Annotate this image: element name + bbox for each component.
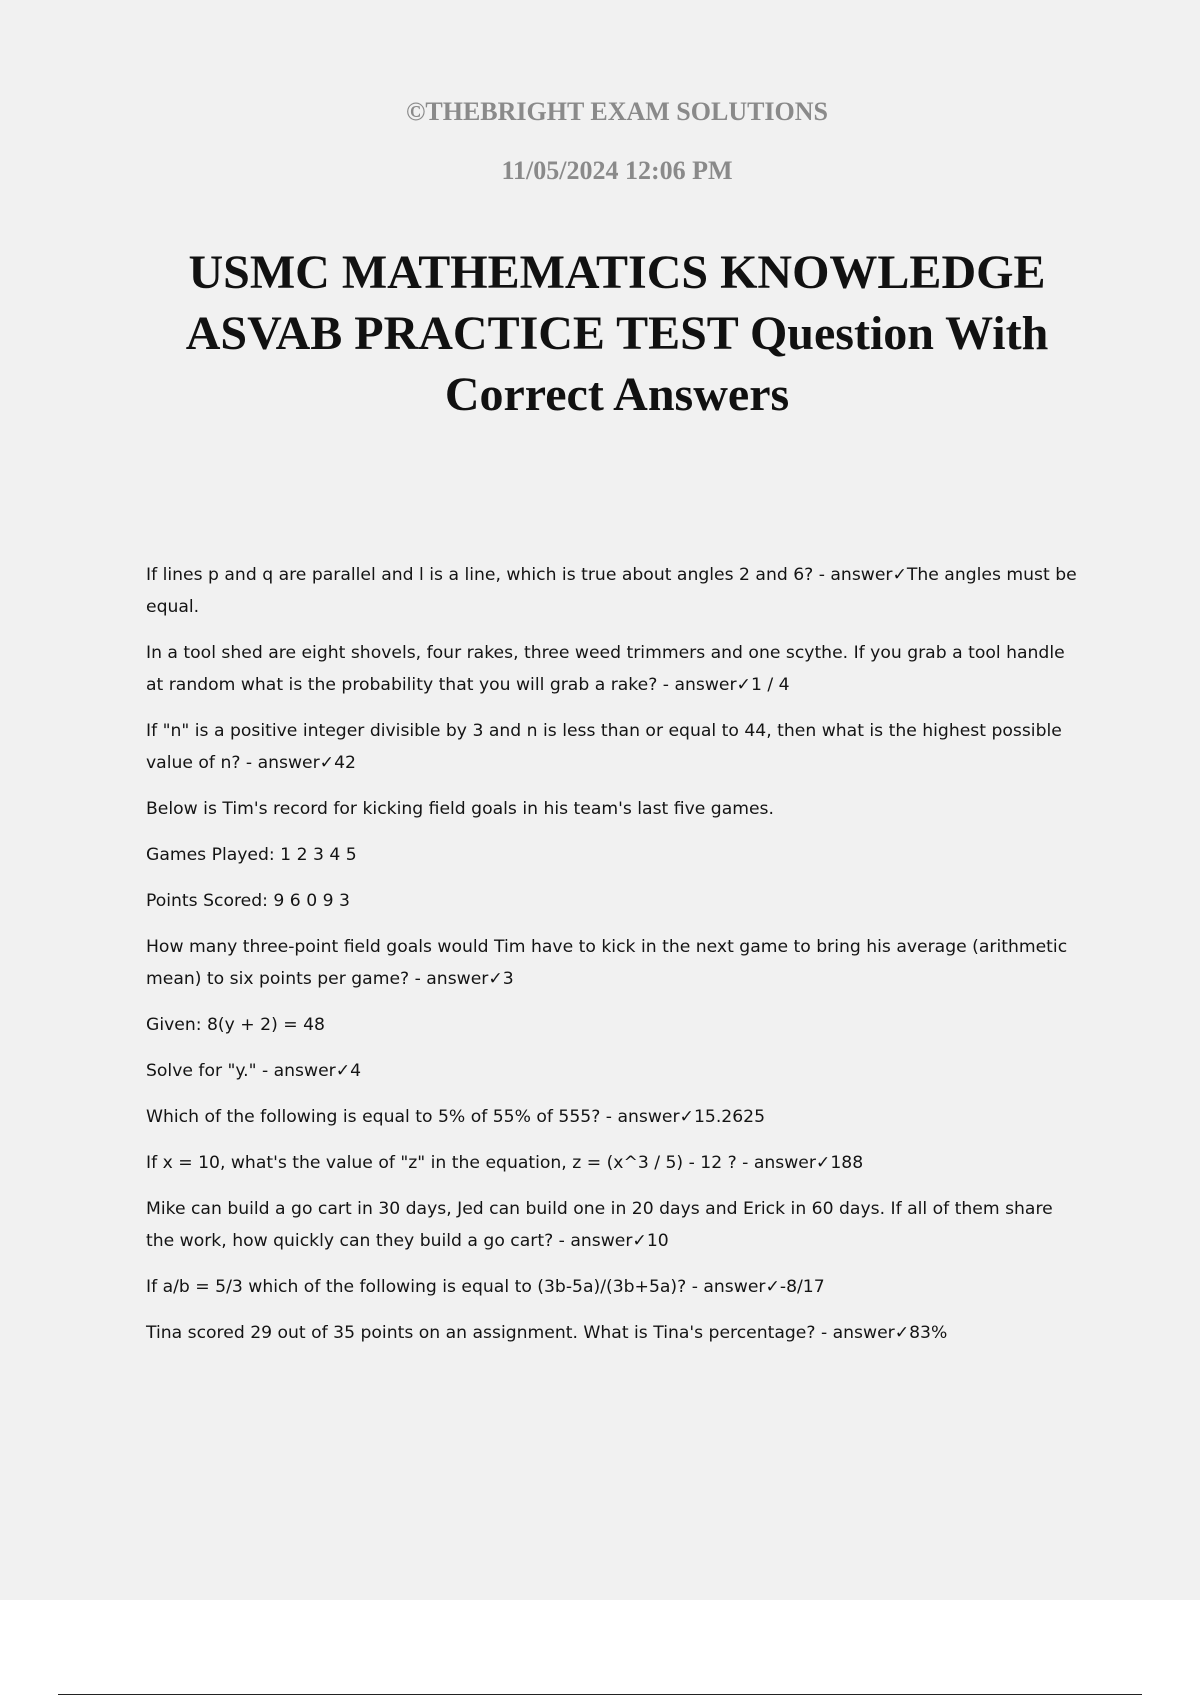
qa-item: How many three-point field goals would Tim have to kick in the next game to bring his average (arithmetic mean) to six points per game? - answer✓3	[146, 937, 1068, 989]
qa-item: Below is Tim's record for kicking field goals in his team's last five games.	[146, 799, 774, 819]
qa-item: Solve for "y." - answer✓4	[146, 1061, 362, 1081]
document-title: USMC MATHEMATICS KNOWLEDGE ASVAB PRACTICE TEST Question With Correct Answers	[185, 246, 1049, 421]
qa-item: If "n" is a positive integer divisible by 3 and n is less than or equal to 44, then what is the highest possible value of n? - answer✓42	[146, 721, 1062, 773]
qa-item: If a/b = 5/3 which of the following is equal to (3b-5a)/(3b+5a)? - answer✓-8/17	[146, 1277, 825, 1297]
qa-list	[146, 559, 1086, 1363]
qa-item: If x = 10, what's the value of "z" in the equation, z = (x^3 / 5) - 12 ? - answer✓188	[146, 1153, 864, 1173]
brand-watermark: ©THEBRIGHT EXAM SOLUTIONS	[405, 97, 829, 126]
qa-item: Mike can build a go cart in 30 days, Jed can build one in 20 days and Erick in 60 days. If all of them share the work, how quickly can they build a go cart? - answer✓10	[146, 1199, 1053, 1251]
qa-item: Given: 8(y + 2) = 48	[146, 1015, 325, 1035]
qa-item: Tina scored 29 out of 35 points on an assignment. What is Tina's percentage? - answer✓83%	[146, 1323, 948, 1343]
qa-item: If lines p and q are parallel and l is a line, which is true about angles 2 and 6? - answer✓The angles must be equal.	[146, 565, 1077, 617]
qa-item: In a tool shed are eight shovels, four rakes, three weed trimmers and one scythe. If you grab a tool handle at random what is the probability that you will grab a rake? - answer✓1 / 4	[146, 643, 1065, 695]
qa-item: Games Played: 1 2 3 4 5	[146, 845, 357, 865]
qa-item: Which of the following is equal to 5% of 55% of 555? - answer✓15.2625	[146, 1107, 766, 1127]
qa-item: Points Scored: 9 6 0 9 3	[146, 891, 350, 911]
footer-divider	[58, 1694, 1142, 1695]
timestamp-watermark: 11/05/2024 12:06 PM	[501, 156, 733, 185]
